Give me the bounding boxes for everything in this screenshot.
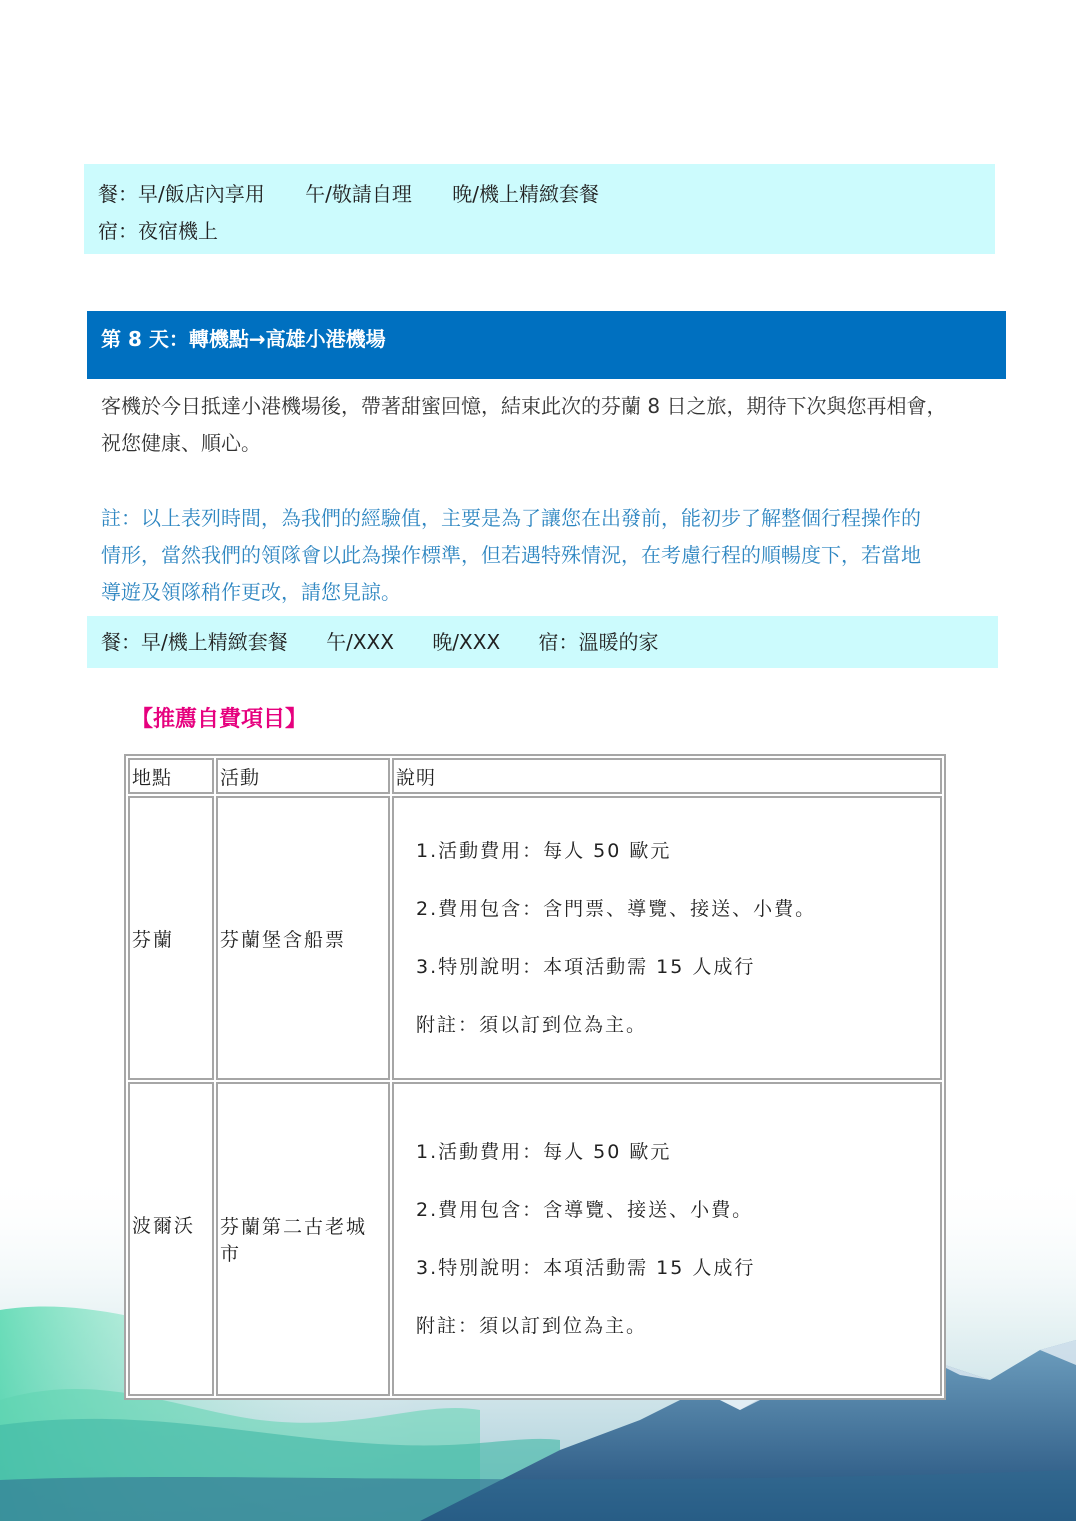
header-activity: 活動 [216,758,390,794]
place-cell: 波爾沃 [128,1082,214,1396]
lunch-text: 午/XXX [326,630,394,654]
description-cell [392,796,942,1080]
detail-line: 1.活動費用：每人 50 歐元 [416,1141,672,1163]
note-line: 註：以上表列時間，為我們的經驗值，主要是為了讓您在出發前，能初步了解整個行程操作的 [101,506,921,530]
note-line: 導遊及領隊稍作更改，請您見諒。 [101,580,401,604]
dinner-text: 晚/機上精緻套餐 [452,182,599,206]
lunch-text: 午/敬請自理 [305,182,412,206]
day-8-meal-box [87,616,998,668]
table-row [128,1082,942,1396]
dinner-text: 晚/XXX [432,630,501,654]
activity-cell: 芬蘭堡含船票 [216,796,390,1080]
detail-line: 3.特別說明：本項活動需 15 人成行 [416,956,756,978]
stay-text: 宿：溫暖的家 [538,630,659,654]
table-header-row [128,758,942,794]
detail-line: 2.費用包含：含導覽、接送、小費。 [416,1199,754,1221]
day-8-header: 第 8 天：轉機點→高雄小港機場 [87,311,1006,379]
detail-line: 2.費用包含：含門票、導覽、接送、小費。 [416,898,817,920]
recommend-title: 【推薦自費項目】 [131,707,308,732]
description-line: 祝您健康、順心。 [101,431,261,455]
header-description: 說明 [392,758,942,794]
place-cell: 芬蘭 [128,796,214,1080]
day-8-description [101,388,1001,462]
header-place: 地點 [128,758,214,794]
breakfast-text: 餐：早/飯店內享用 [98,182,265,206]
detail-line: 附註：須以訂到位為主。 [416,1014,648,1036]
meal-info-box [84,164,995,254]
detail-line: 3.特別說明：本項活動需 15 人成行 [416,1257,756,1279]
optional-tours-table [124,754,946,1400]
activity-cell: 芬蘭第二古老城市 [216,1082,390,1396]
breakfast-text: 餐：早/機上精緻套餐 [101,630,288,654]
table-row [128,796,942,1080]
detail-line: 附註：須以訂到位為主。 [416,1315,648,1337]
detail-line: 1.活動費用：每人 50 歐元 [416,840,672,862]
note-line: 情形，當然我們的領隊會以此為操作標準，但若遇特殊情況，在考慮行程的順暢度下，若當地 [101,543,921,567]
itinerary-note [101,500,1001,611]
stay-text: 宿：夜宿機上 [98,219,218,243]
description-cell [392,1082,942,1396]
description-line: 客機於今日抵達小港機場後，帶著甜蜜回憶，結束此次的芬蘭 8 日之旅，期待下次與您再相會， [101,394,947,418]
